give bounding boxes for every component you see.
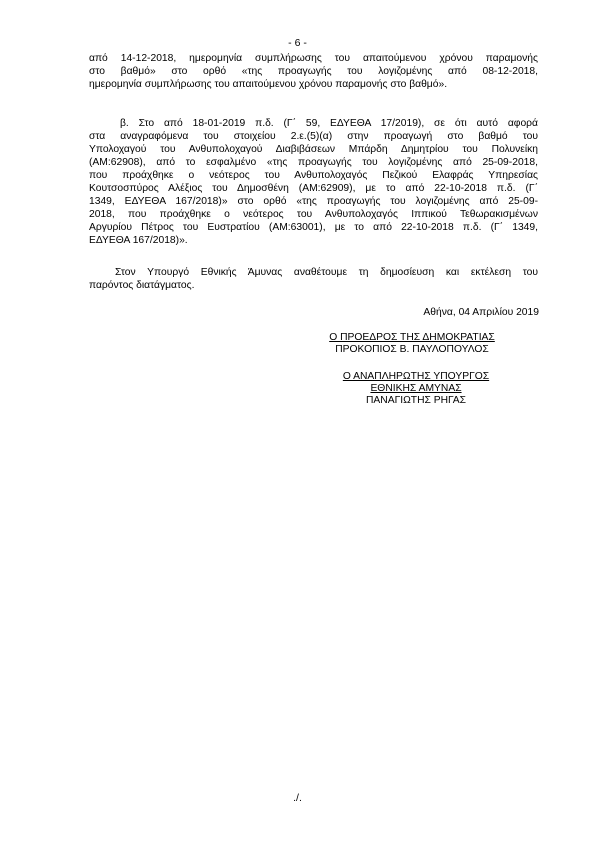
paragraph-a-line: ημερομηνία συμπλήρωσης του απαιτούμενου χρόνου παραμονής στο βαθμό». — [89, 79, 448, 90]
paragraph-b-line: Κουτσοσπύρος Αλέξιος του Δημοσθένη (ΑΜ:62909), με το από 22-10-2018 π.δ. (Γ΄ — [89, 183, 538, 194]
place-date: Αθήνα, 04 Απριλίου 2019 — [423, 307, 539, 318]
paragraph-b-line: (ΑΜ:62908), από το εσφαλμένο «της προαγωγής του λογιζομένης από 25-09-2018, — [89, 157, 538, 168]
footer-mark: ./. — [293, 792, 302, 804]
paragraph-b-line: ΕΔΥΕΘΑ 167/2018)». — [89, 235, 188, 246]
president-name: ΠΡΟΚΟΠΙΟΣ Β. ΠΑΥΛΟΠΟΥΛΟΣ — [335, 344, 489, 355]
paragraph-b-line: Υπολοχαγού του Ανθυπολοχαγού Διαβιβάσεων Μπάρδη Δημητρίου του Πολυνείκη — [89, 144, 538, 155]
minister-title-line1: Ο ΑΝΑΠΛΗΡΩΤΗΣ ΥΠΟΥΡΓΟΣ — [342, 371, 490, 382]
paragraph-b-line: στα αναγραφόμενα του στοιχείου 2.ε.(5)(α) στην προαγωγή στο βαθμό του — [89, 131, 538, 142]
closing-line: παρόντος διατάγματος. — [89, 280, 195, 291]
minister-name: ΠΑΝΑΓΙΩΤΗΣ ΡΗΓΑΣ — [365, 395, 467, 406]
minister-title-line2: ΕΘΝΙΚΗΣ ΑΜΥΝΑΣ — [370, 383, 462, 394]
paragraph-b-line: που προάχθηκε ο νεότερος του Ανθυπολοχαγός Πεζικού Ελαφράς Υπηρεσίας — [89, 170, 538, 181]
page-number: - 6 - — [288, 37, 307, 49]
paragraph-a-line: στο βαθμό» στο ορθό «της προαγωγής του λογιζομένης από 08-12-2018, — [89, 66, 538, 77]
paragraph-b-line: 1349, ΕΔΥΕΘΑ 167/2018)» στο ορθό «της προαγωγής του λογιζομένης από 25-09- — [89, 196, 538, 207]
president-title: Ο ΠΡΟΕΔΡΟΣ ΤΗΣ ΔΗΜΟΚΡΑΤΙΑΣ — [329, 332, 495, 343]
paragraph-b-line: β. Στο από 18-01-2019 π.δ. (Γ΄ 59, ΕΔΥΕΘΑ 17/2019), σε ότι αυτό αφορά — [120, 118, 538, 129]
paragraph-a-line: από 14-12-2018, ημερομηνία συμπλήρωσης του απαιτούμενου χρόνου παραμονής — [89, 53, 538, 64]
minister-signature-block — [305, 371, 527, 407]
paragraph-b-line: Αργυρίου Πέτρος του Ευστρατίου (ΑΜ:63001), με το από 22-10-2018 π.δ. (Γ΄ 1349, — [89, 222, 538, 233]
closing-line: Στον Υπουργό Εθνικής Άμυνας αναθέτουμε τη δημοσίευση και εκτέλεση του — [115, 267, 538, 278]
president-signature-block — [296, 332, 528, 356]
paragraph-b-line: 2018, που προάχθηκε ο νεότερος του Ανθυπολοχαγός Ιππικού Τεθωρακισμένων — [89, 209, 538, 220]
